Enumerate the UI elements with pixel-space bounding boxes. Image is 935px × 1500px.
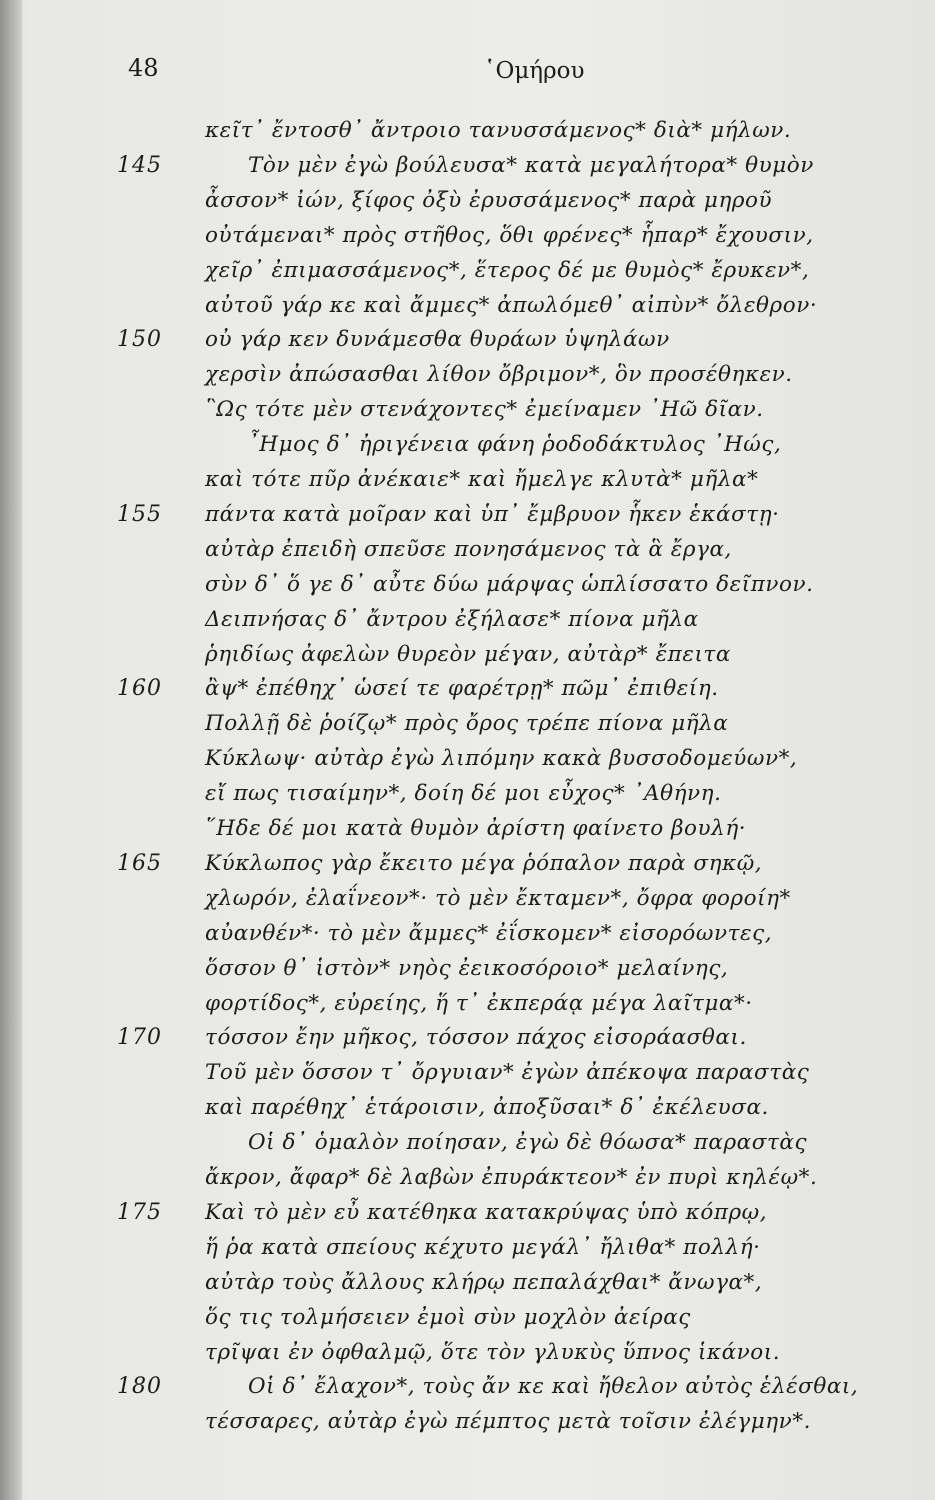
verse-text: οὐτάμεναι* πρὸς στῆθος, ὅθι φρένες* ἧπαρ* ἔχουσιν,	[205, 222, 814, 248]
verse-line	[0, 642, 935, 675]
verse-line	[0, 711, 935, 744]
verse-line	[0, 1025, 935, 1058]
page-number: 48	[128, 54, 159, 82]
verse-line	[0, 781, 935, 814]
verse-text: χεῖρ᾽ ἐπιμασσάμενος*, ἕτερος δέ με θυμὸς* ἔρυκεν*,	[205, 257, 810, 283]
verse-text: Κύκλωψ· αὐτὰρ ἐγὼ λιπόμην κακὰ βυσσοδομεύων*,	[205, 746, 798, 772]
verse-text: οὐ γάρ κεν δυνάμεσθα θυράων ὑψηλάων	[205, 327, 670, 353]
verse-line	[0, 362, 935, 395]
verse-text: πάντα κατὰ μοῖραν καὶ ὑπ᾽ ἔμβρυον ἧκεν ἑκάστῃ·	[205, 501, 780, 527]
verse-line	[0, 886, 935, 919]
verse-text: Οἱ δ᾽ ἔλαχον*, τοὺς ἄν κε καὶ ἤθελον αὐτὸς ἑλέσθαι,	[248, 1374, 859, 1400]
verse-text: Πολλῇ δὲ ῥοίζῳ* πρὸς ὄρος τρέπε πίονα μῆλα	[205, 711, 729, 737]
verse-text: Καὶ τὸ μὲν εὖ κατέθηκα κατακρύψας ὑπὸ κόπρῳ,	[205, 1199, 768, 1225]
verse-line	[0, 921, 935, 954]
verse-text: χλωρόν, ἐλαΐνεον*· τὸ μὲν ἔκταμεν*, ὄφρα φοροίη*	[205, 885, 791, 911]
verse-line	[0, 502, 935, 535]
verse-line	[0, 676, 935, 709]
verse-text: ῏Ημος δ᾽ ἠριγένεια φάνη ῥοδοδάκτυλος ᾿Ηώς,	[248, 432, 782, 458]
verse-text: σὺν δ᾽ ὅ γε δ᾽ αὖτε δύω μάρψας ὡπλίσσατο δεῖπνον.	[205, 571, 814, 597]
verse-line	[0, 223, 935, 256]
verse-line	[0, 1235, 935, 1268]
verse-text: καὶ τότε πῦρ ἀνέκαιε* καὶ ἤμελγε κλυτὰ* μῆλα*	[205, 467, 759, 492]
verse-line	[0, 572, 935, 605]
verse-line	[0, 432, 935, 465]
verse-text: ὅς τις τολμήσειεν ἐμοὶ σὺν μοχλὸν ἀείρας	[205, 1304, 691, 1330]
verse-line	[0, 118, 935, 151]
verse-text: καὶ παρέθηχ᾽ ἑτάροισιν, ἀποξῦσαι* δ᾽ ἐκέλευσα.	[205, 1095, 769, 1121]
verse-text: Τὸν μὲν ἐγὼ βούλευσα* κατὰ μεγαλήτορα* θυμὸν	[248, 152, 814, 178]
verse-text: ἂψ* ἐπέθηχ᾽ ὡσεί τε φαρέτρῃ* πῶμ᾽ ἐπιθείη.	[205, 676, 719, 702]
verse-line	[0, 607, 935, 640]
verse-text: τρῖψαι ἐν ὀφθαλμῷ, ὅτε τὸν γλυκὺς ὕπνος ἱκάνοι.	[205, 1339, 781, 1365]
verse-line	[0, 1340, 935, 1373]
verse-line	[0, 1130, 935, 1163]
verse-line	[0, 991, 935, 1024]
verse-line	[0, 746, 935, 779]
line-number: 170	[117, 1025, 162, 1051]
line-number: 180	[117, 1374, 162, 1400]
verse-text: Κύκλωπος γὰρ ἔκειτο μέγα ῥόπαλον παρὰ σηκῷ,	[205, 850, 763, 876]
line-number: 160	[117, 676, 162, 702]
verse-text: Δειπνήσας δ᾽ ἄντρου ἐξήλασε* πίονα μῆλα	[205, 606, 699, 632]
verse-line	[0, 956, 935, 989]
verse-text: φορτίδος*, εὐρείης, ἥ τ᾽ ἐκπεράᾳ μέγα λαῖτμα*·	[205, 990, 753, 1016]
line-number: 165	[117, 850, 162, 876]
verse-line	[0, 1409, 935, 1442]
verse-text: αὐτὰρ ἐπειδὴ σπεῦσε πονησάμενος τὰ ἃ ἔργα,	[205, 536, 732, 562]
verse-text: αὐτοῦ γάρ κε καὶ ἄμμες* ἀπωλόμεθ᾽ αἰπὺν* ὄλεθρον·	[205, 292, 818, 318]
verse-line	[0, 1305, 935, 1338]
verse-text: ὅσσον θ᾽ ἱστὸν* νηὸς ἐεικοσόροιο* μελαίνης,	[205, 955, 729, 981]
verse-text: ῝Ως τότε μὲν στενάχοντες* ἐμείναμεν ᾿Ηῶ δῖαν.	[205, 397, 764, 423]
verse-line	[0, 1374, 935, 1407]
verse-line	[0, 1095, 935, 1128]
verse-text: ῞Ηδε δέ μοι κατὰ θυμὸν ἀρίστη φαίνετο βουλή·	[205, 816, 747, 841]
line-number: 145	[117, 152, 162, 178]
verse-line	[0, 467, 935, 500]
verse-text: τέσσαρες, αὐτὰρ ἐγὼ πέμπτος μετὰ τοῖσιν ἐλέγμην*.	[205, 1409, 811, 1435]
verse-text: αὐτὰρ τοὺς ἄλλους κλήρῳ πεπαλάχθαι* ἄνωγα*,	[205, 1269, 763, 1295]
verse-line	[0, 851, 935, 884]
verse-line	[0, 188, 935, 221]
verse-line	[0, 1165, 935, 1198]
verse-line	[0, 258, 935, 291]
verse-text: κεῖτ᾽ ἔντοσθ᾽ ἄντροιο τανυσσάμενος* διὰ* μήλων.	[205, 118, 792, 143]
verse-text: Οἱ δ᾽ ὁμαλὸν ποίησαν, ἐγὼ δὲ θόωσα* παραστὰς	[248, 1130, 808, 1156]
verse-line	[0, 153, 935, 186]
line-number: 175	[117, 1199, 162, 1225]
verse-line	[0, 816, 935, 849]
verse-text: τόσσον ἔην μῆκος, τόσσον πάχος εἰσοράασθαι.	[205, 1025, 747, 1051]
verse-line	[0, 1200, 935, 1233]
line-number: 155	[117, 501, 162, 527]
verse-text: εἴ πως τισαίμην*, δοίη δέ μοι εὖχος* ᾿Αθήνη.	[205, 781, 722, 807]
verse-line	[0, 397, 935, 430]
verse-text: Τοῦ μὲν ὅσσον τ᾽ ὄργυιαν* ἐγὼν ἀπέκοψα παραστὰς	[205, 1060, 810, 1086]
verse-text: ῥηιδίως ἀφελὼν θυρεὸν μέγαν, αὐτὰρ* ἔπειτα	[205, 641, 731, 667]
verse-text: ἄκρον, ἄφαρ* δὲ λαβὼν ἐπυράκτεον* ἐν πυρὶ κηλέῳ*.	[205, 1165, 818, 1190]
verse-text: χερσὶν ἀπώσασθαι λίθον ὄβριμον*, ὃν προσέθηκεν.	[205, 362, 793, 388]
verse-line	[0, 293, 935, 326]
verse-line	[0, 327, 935, 360]
verse-line	[0, 537, 935, 570]
verse-line	[0, 1060, 935, 1093]
verse-text: ἆσσον* ἰών, ξίφος ὀξὺ ἐρυσσάμενος* παρὰ μηροῦ	[205, 187, 773, 213]
verse-line	[0, 1270, 935, 1303]
verse-text: ἥ ῥα κατὰ σπείους κέχυτο μεγάλ᾽ ἤλιθα* πολλή·	[205, 1234, 761, 1260]
verse-text: αὐανθέν*· τὸ μὲν ἄμμες* ἐΐσκομεν* εἰσορόωντες,	[205, 920, 773, 946]
line-number: 150	[117, 327, 162, 353]
running-head: ῾Ομήρου	[484, 58, 585, 84]
